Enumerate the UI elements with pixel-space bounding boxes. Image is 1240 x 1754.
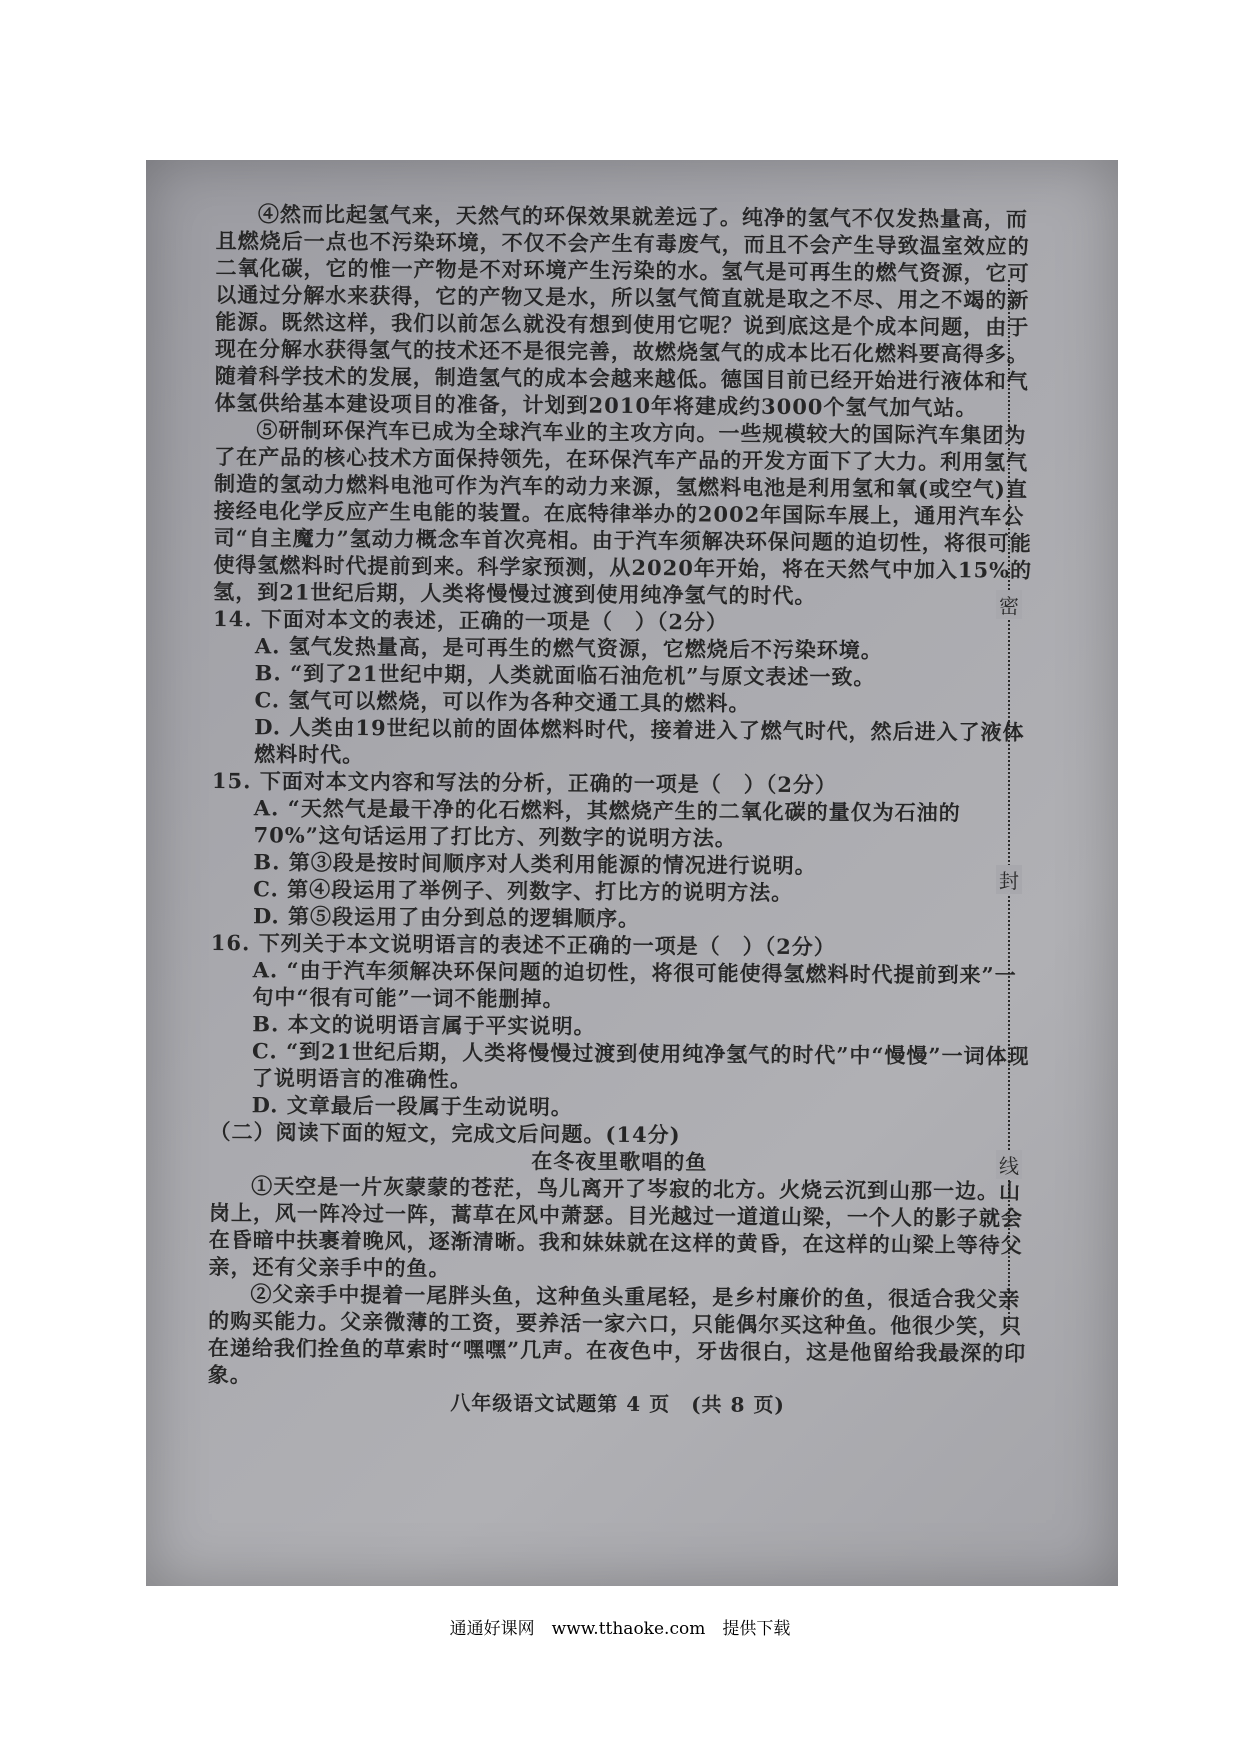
question-14-option-a: A. 氢气发热量高，是可再生的燃气资源，它燃烧后不污染环境。: [254, 633, 883, 663]
article-paragraph-2: ②父亲手中提着一尾胖头鱼，这种鱼头重尾轻，是乡村廉价的鱼，很适合我父亲的购买能力。父亲微薄的工资，要养活一家六口，只能偶尔买这种鱼。他很少笑，只在递给我们拴鱼的草索时“嘿嘿”几声。在夜色中，牙齿很白，这是他留给我最深的印象。: [207, 1281, 1027, 1388]
binding-mark-2: 封: [996, 865, 1022, 894]
question-16-stem: 16. 下列关于本文说明语言的表述不正确的一项是（ ）（2分）: [210, 929, 836, 960]
question-16-option-d: D. 文章最后一段属于生动说明。: [251, 1092, 573, 1120]
binding-mark-1: 密: [996, 590, 1022, 619]
paragraph-4: ④然而比起氢气来，天然气的环保效果就差远了。纯净的氢气不仅发热量高，而且燃烧后一点也不污染环境，不仅不会产生有毒废气，而且不会产生导致温室效应的二氧化碳，它的惟一产物是不对环境产生污染的水。氢气是可再生的燃气资源，它可以通过分解水来获得，它的产物又是水，所以氢气简直就是取之不尽、用之不竭的新能源。既然这样，我们以前怎么就没有想到使用它呢？说到底这是个成本问题，由于现在分解水获得氢气的技术还不是很完善，故燃烧氢气的成本比石化燃料要高得多。随着科学技术的发展，制造氢气的成本会越来越低。德国目前已经开始进行液体和气体氢供给基本建设项目的准备，计划到2010年将建成约3000个氢气加气站。: [214, 201, 1030, 421]
question-16-option-b: B. 本文的说明语言属于平实说明。: [252, 1011, 596, 1039]
question-14-stem: 14. 下面对本文的表述，正确的一项是（ ）（2分）: [212, 605, 729, 635]
question-15-stem: 15. 下面对本文内容和写法的分析，正确的一项是（ ）（2分）: [211, 767, 837, 798]
question-16-option-c: C. “到21世纪后期，人类将慢慢过渡到使用纯净氢气的时代”中“慢慢”一词体现了说明语言的准确性。: [251, 1038, 1030, 1092]
question-14-option-b: B. “到了21世纪中期，人类就面临石油危机”与原文表述一致。: [254, 660, 876, 690]
question-15-option-d: D. 第⑤段运用了由分到总的逻辑顺序。: [252, 903, 641, 931]
question-14-option-d: D. 人类由19世纪以前的固体燃料时代，接着进入了燃气时代，然后进入了液体燃料时代。: [254, 714, 1025, 768]
exam-page-photo: [146, 160, 1118, 1586]
page-footer: 八年级语文试题第 4 页 (共 8 页): [450, 1390, 785, 1418]
site-credit: 通通好课网 www.tthaoke.com 提供下载: [449, 1619, 791, 1639]
question-14-option-c: C. 氢气可以燃烧，可以作为各种交通工具的燃料。: [254, 687, 751, 716]
article-paragraph-1: ①天空是一片灰蒙蒙的苍茫，鸟儿离开了岑寂的北方。火烧云沉到山那一边。山岗上，风一阵冷过一阵，蒿草在风中萧瑟。目光越过一道道山梁，一个人的影子就会在昏暗中扶裹着晚风，逐渐清晰。我和妹妹就在这样的黄昏，在这样的山梁上等待父亲，还有父亲手中的鱼。: [208, 1173, 1023, 1281]
article-title: 在冬夜里歌唱的鱼: [531, 1148, 708, 1175]
question-15-option-c: C. 第④段运用了举例子、列数字、打比方的说明方法。: [253, 876, 794, 906]
exam-text: [206, 200, 1036, 1576]
paragraph-5: ⑤研制环保汽车已成为全球汽车业的主攻方向。一些规模较大的国际汽车集团为了在产品的核心技术方面保持领先，在环保汽车产品的开发方面下了大力。利用氢气制造的氢动力燃料电池可作为汽车的动力来源，氢燃料电池是利用氢和氧(或空气)直接经电化学反应产生电能的装置。在底特律举办的2002年国际车展上，通用汽车公司“自主魔力”氢动力概念车首次亮相。由于汽车须解决环保问题的迫切性，将很可能使得氢燃料时代提前到来。科学家预测，从2020年开始，将在天然气中加入15%的氢，到21世纪后期，人类将慢慢过渡到使用纯净氢气的时代。: [213, 417, 1033, 609]
question-15-option-a: A. “天然气是最干净的化石燃料，其燃烧产生的二氧化碳的量仅为石油的70%”这句话运用了打比方、列数字的说明方法。: [253, 795, 961, 851]
question-16-option-a: A. “由于汽车须解决环保问题的迫切性，将很可能使得氢燃料时代提前到来”一句中“很有可能”一词不能删掉。: [252, 957, 1017, 1012]
question-15-option-b: B. 第③段是按时间顺序对人类利用能源的情况进行说明。: [253, 849, 817, 879]
section-2-heading: （二）阅读下面的短文，完成文后问题。(14分): [209, 1118, 681, 1148]
binding-mark-3: 线: [996, 1150, 1022, 1179]
